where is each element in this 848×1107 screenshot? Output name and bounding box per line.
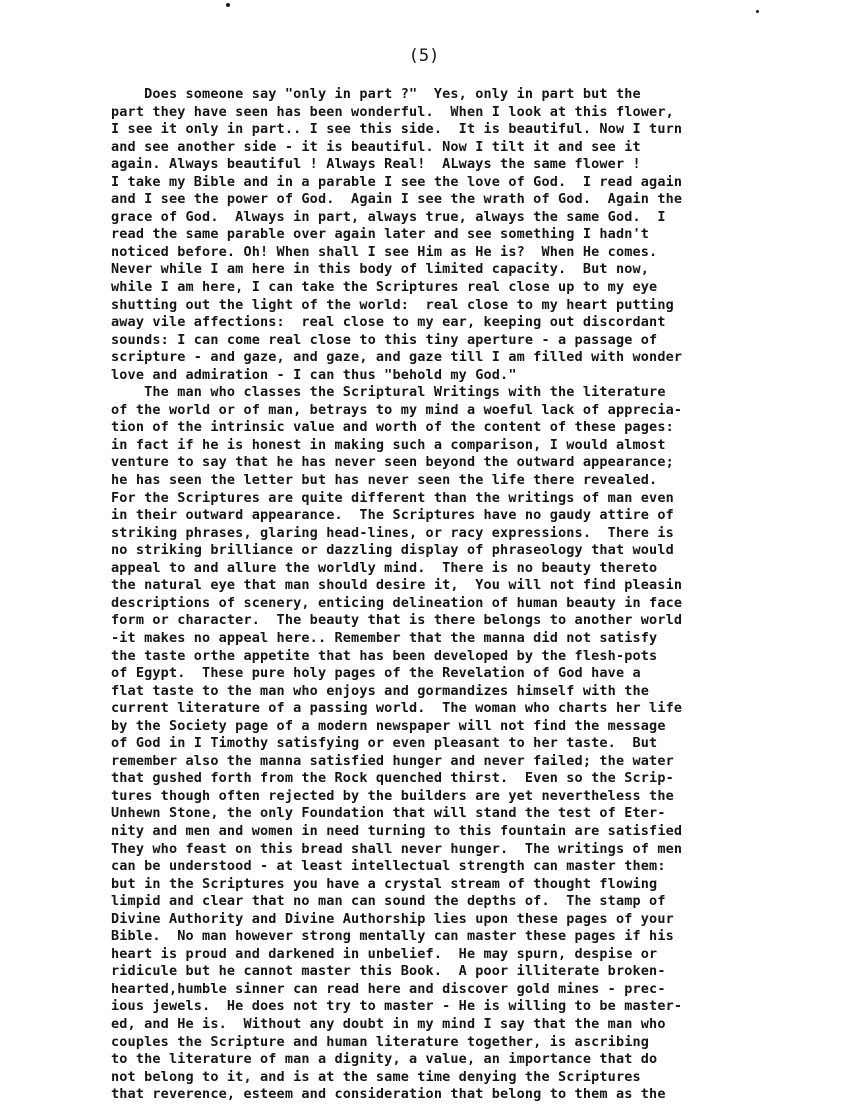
- text-line: Unhewn Stone, the only Foundation that will stand the test of Eter-: [111, 805, 666, 822]
- text-line: For the Scriptures are quite different than the writings of man even: [111, 489, 674, 506]
- text-line: in fact if he is honest in making such a comparison, I would almost: [111, 436, 666, 453]
- text-line: -it makes no appeal here.. Remember that the manna did not satisfy: [111, 629, 658, 646]
- text-line: I see it only in part.. I see this side. It is beautiful. Now I turn: [111, 121, 683, 138]
- text-line: heart is proud and darkened in unbelief. He may spurn, despise or: [111, 945, 658, 962]
- text-line: current literature of a passing world. The woman who charts her life: [111, 700, 683, 717]
- text-line: venture to say that he has never seen beyond the outward appearance;: [111, 454, 674, 471]
- text-line: couples the Scripture and human literature together, is ascribing: [111, 1033, 650, 1050]
- text-line: appeal to and allure the worldly mind. There is no beauty thereto: [111, 559, 658, 576]
- text-line: he has seen the letter but has never seen the life there revealed.: [111, 472, 658, 489]
- text-line: to the literature of man a dignity, a value, an importance that do: [111, 1051, 658, 1068]
- text-line: that reverence, esteem and consideration that belong to them as the: [111, 1086, 666, 1103]
- text-line: remember also the manna satisfied hunger and never failed; the water: [111, 752, 674, 769]
- text-line: ridicule but he cannot master this Book. A poor illiterate broken-: [111, 963, 666, 980]
- text-line: can be understood - at least intellectual strength can master them:: [111, 858, 666, 875]
- text-line: the taste orthe appetite that has been developed by the flesh-pots: [111, 647, 658, 664]
- text-line: and I see the power of God. Again I see the wrath of God. Again the: [111, 191, 683, 208]
- ink-speck: [756, 10, 759, 13]
- body-text: [111, 86, 826, 1104]
- text-line: tion of the intrinsic value and worth of the content of these pages:: [111, 419, 674, 436]
- text-line: but in the Scriptures you have a crystal stream of thought flowing: [111, 875, 658, 892]
- text-line: of Egypt. These pure holy pages of the Revelation of God have a: [111, 665, 641, 682]
- text-line: while I am here, I can take the Scriptures real close up to my eye: [111, 279, 658, 296]
- text-line: again. Always beautiful ! Always Real! ALways the same flower !: [111, 156, 641, 173]
- text-line: The man who classes the Scriptural Writings with the literature: [111, 384, 666, 401]
- text-line: Divine Authority and Divine Authorship lies upon these pages of your: [111, 910, 674, 927]
- text-line: striking phrases, glaring head-lines, or racy expressions. There is: [111, 524, 674, 541]
- text-line: noticed before. Oh! When shall I see Him as He is? When He comes.: [111, 243, 658, 260]
- text-line: love and admiration - I can thus "behold my God.": [111, 366, 517, 383]
- text-line: Does someone say "only in part ?" Yes, only in part but the: [111, 86, 641, 102]
- text-line: sounds: I can come real close to this tiny aperture - a passage of: [111, 331, 658, 348]
- text-line: shutting out the light of the world: real close to my heart putting: [111, 296, 674, 313]
- text-line: that gushed forth from the Rock quenched thirst. Even so the Scrip-: [111, 770, 674, 787]
- text-line: the natural eye that man should desire it, You will not find pleasin: [111, 577, 683, 594]
- text-line: and see another side - it is beautiful. Now I tilt it and see it: [111, 138, 641, 155]
- ink-speck: [226, 3, 230, 7]
- page-number: (5): [408, 46, 440, 66]
- text-line: by the Society page of a modern newspaper will not find the message: [111, 717, 666, 734]
- text-line: hearted,humble sinner can read here and discover gold mines - prec-: [111, 980, 666, 997]
- text-line: I take my Bible and in a parable I see the love of God. I read again: [111, 173, 683, 190]
- text-line: They who feast on this bread shall never hunger. The writings of men: [111, 840, 683, 857]
- text-line: tures though often rejected by the builders are yet nevertheless the: [111, 787, 674, 804]
- text-line: scripture - and gaze, and gaze, and gaze till I am filled with wonder: [111, 349, 683, 366]
- text-line: read the same parable over again later and see something I hadn't: [111, 226, 650, 243]
- text-line: nity and men and women in need turning to this fountain are satisfied: [111, 822, 683, 839]
- text-line: form or character. The beauty that is there belongs to another world: [111, 612, 683, 629]
- text-line: descriptions of scenery, enticing delineation of human beauty in face: [111, 594, 683, 611]
- text-line: Bible. No man however strong mentally can master these pages if his: [111, 928, 674, 945]
- text-line: no striking brilliance or dazzling display of phraseology that would: [111, 542, 674, 559]
- text-line: away vile affections: real close to my ear, keeping out discordant: [111, 314, 666, 331]
- text-line: ed, and He is. Without any doubt in my mind I say that the man who: [111, 1015, 666, 1032]
- text-line: in their outward appearance. The Scriptures have no gaudy attire of: [111, 507, 674, 524]
- text-line: flat taste to the man who enjoys and gormandizes himself with the: [111, 682, 650, 699]
- text-line: Never while I am here in this body of limited capacity. But now,: [111, 261, 650, 278]
- text-line: of the world or of man, betrays to my mind a woeful lack of apprecia-: [111, 401, 683, 418]
- text-line: limpid and clear that no man can sound the depths of. The stamp of: [111, 893, 666, 910]
- text-line: ious jewels. He does not try to master - He is willing to be master-: [111, 998, 683, 1015]
- text-line: not belong to it, and is at the same time denying the Scriptures: [111, 1068, 641, 1085]
- text-line: grace of God. Always in part, always true, always the same God. I: [111, 208, 666, 225]
- text-line: part they have seen has been wonderful. When I look at this flower,: [111, 103, 674, 120]
- text-line: of God in I Timothy satisfying or even pleasant to her taste. But: [111, 735, 658, 752]
